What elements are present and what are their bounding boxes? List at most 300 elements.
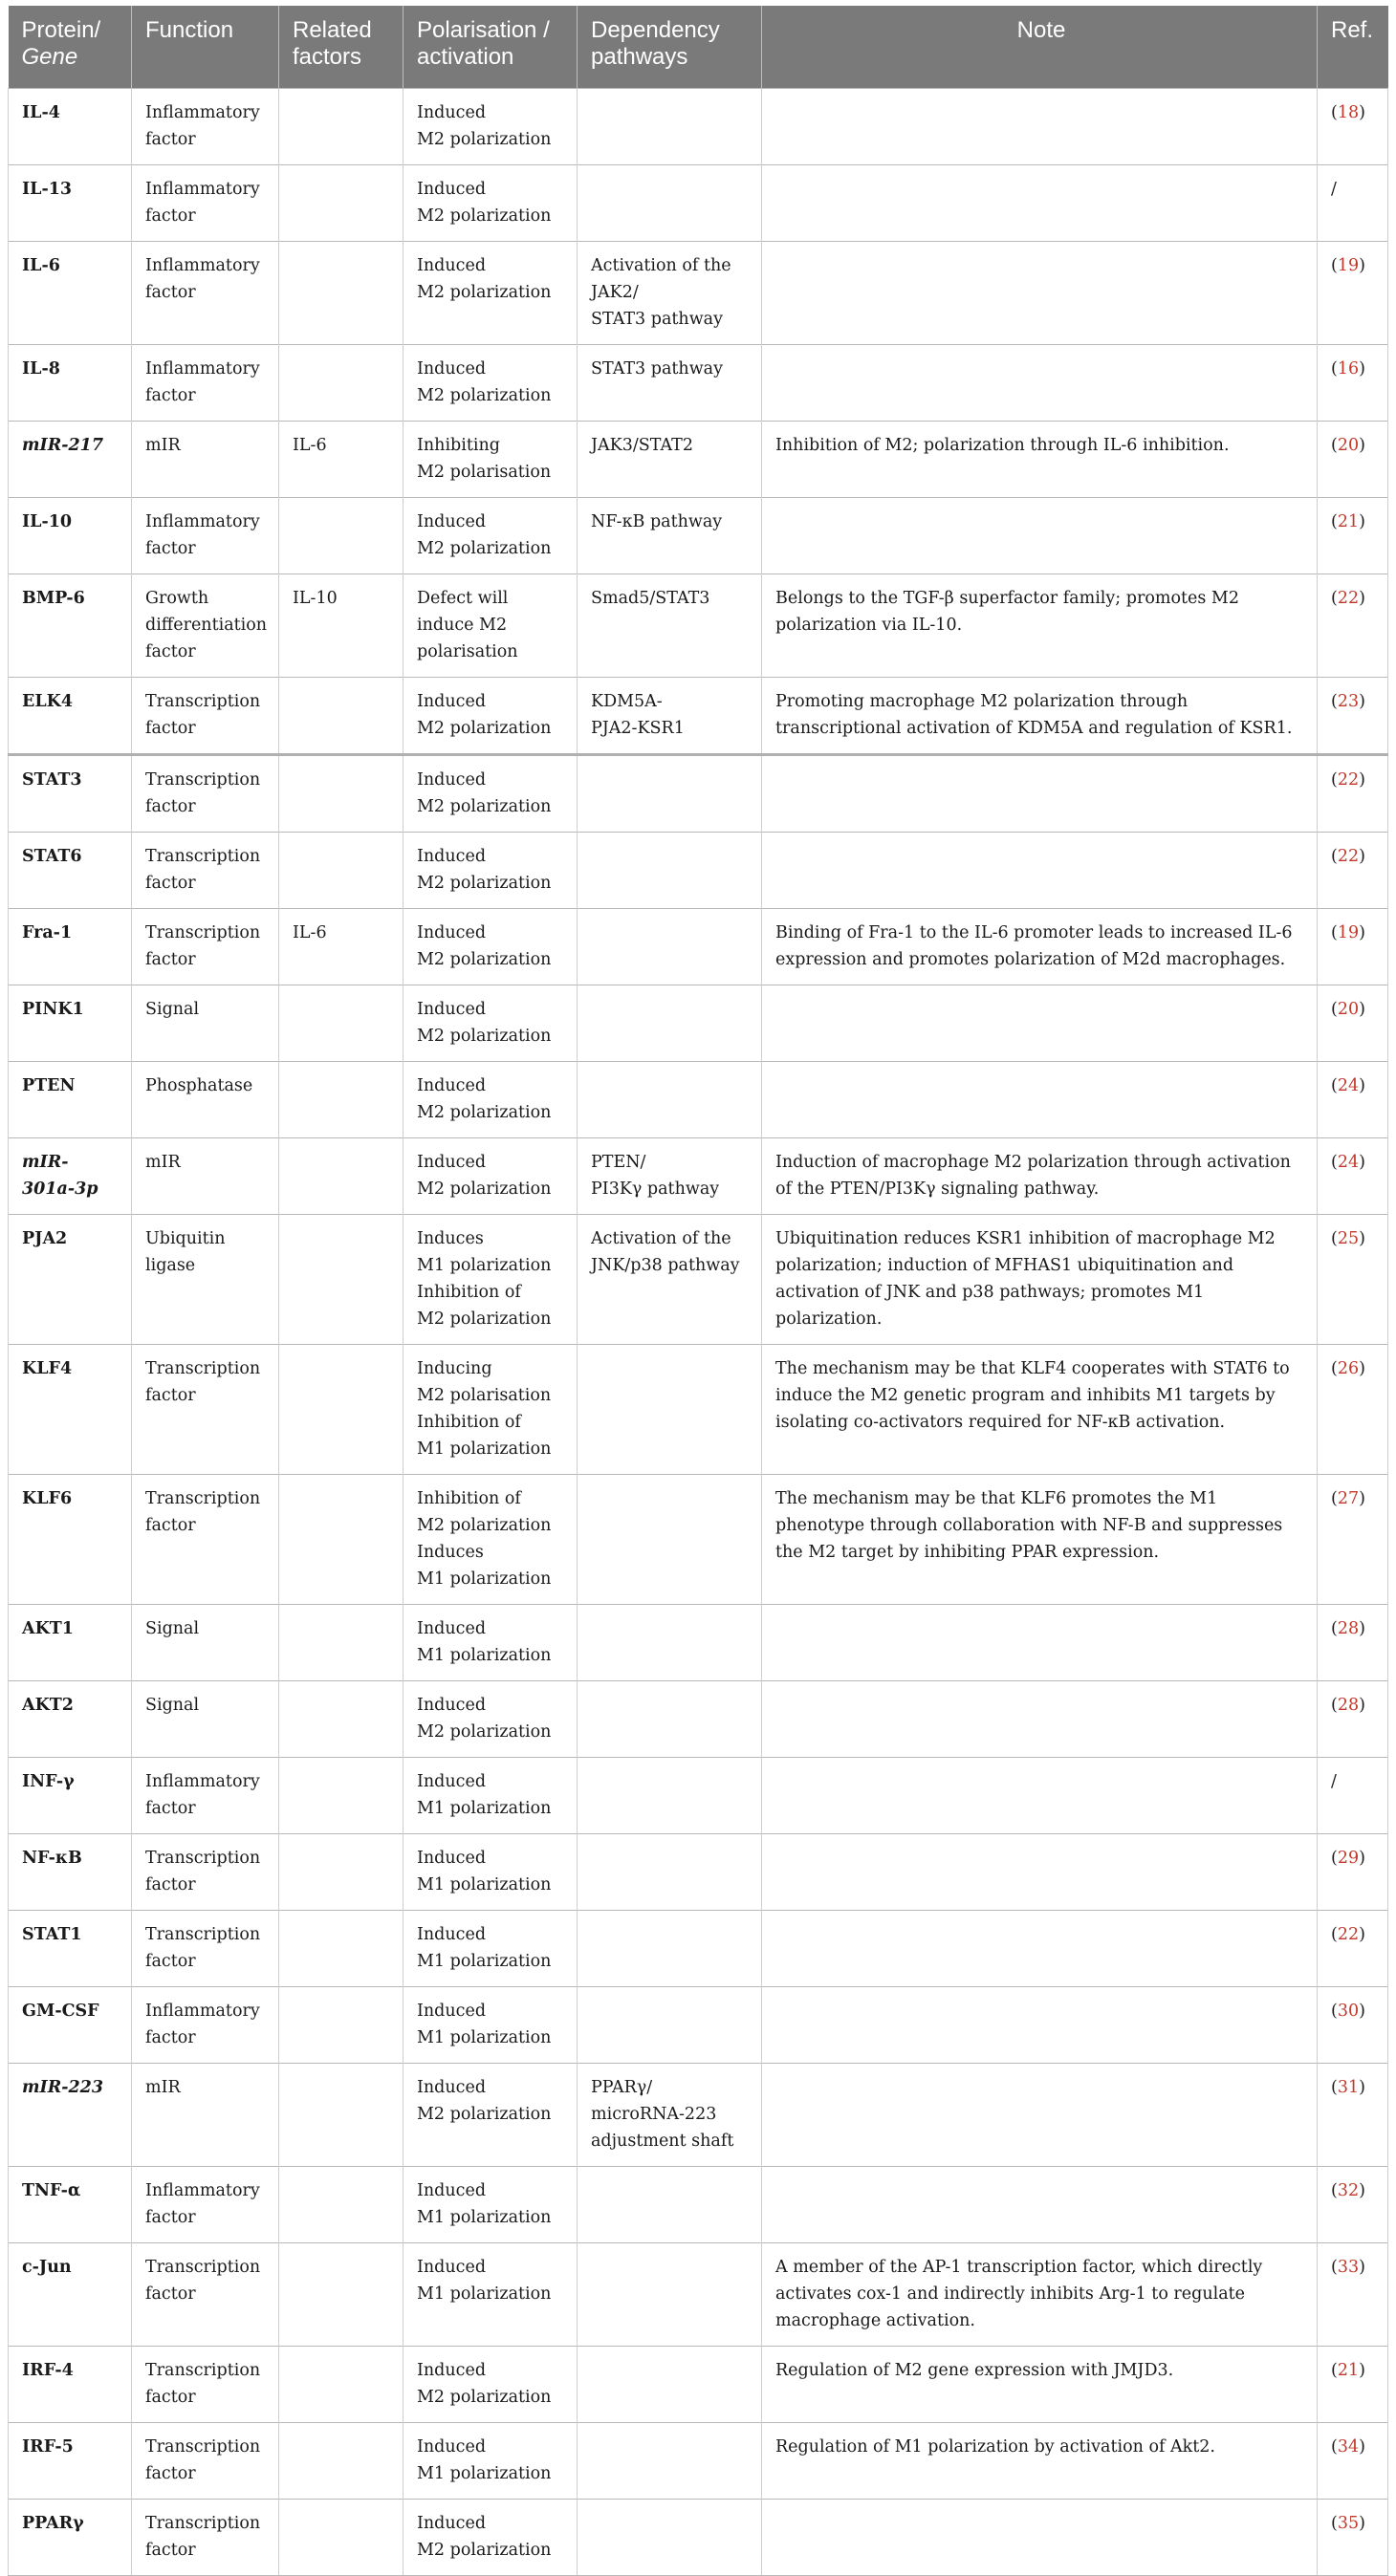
cell-note: Regulation of M1 polarization by activation of Akt2. — [762, 2423, 1318, 2500]
ref-link[interactable]: 22 — [1337, 1925, 1360, 1944]
ref-link[interactable]: 33 — [1337, 2258, 1360, 2277]
cell-protein: KLF4 — [9, 1345, 132, 1475]
cell-dependency — [578, 2423, 762, 2500]
cell-dependency — [578, 165, 762, 242]
table-header — [9, 6, 1388, 89]
cell-note — [762, 89, 1318, 165]
ref-link[interactable]: 26 — [1337, 1359, 1360, 1378]
cell-polarisation: Induced M2 polarization — [404, 678, 578, 755]
cell-dependency: KDM5A- PJA2-KSR1 — [578, 678, 762, 755]
ref-close-paren: ) — [1359, 1925, 1365, 1944]
cell-note — [762, 833, 1318, 909]
cell-ref — [1318, 1215, 1388, 1345]
cell-ref — [1318, 2243, 1388, 2347]
cell-polarisation: Induced M2 polarization — [404, 242, 578, 345]
table-row — [9, 755, 1388, 833]
cell-ref — [1318, 89, 1388, 165]
cell-polarisation: Induced M2 polarization — [404, 165, 578, 242]
cell-note: Ubiquitination reduces KSR1 inhibition of macrophage M2 polarization; induction of MFHAS1 ubiquitination and activation of JNK and p38 pathways; promotes M1 polarization. — [762, 1215, 1318, 1345]
cell-ref — [1318, 755, 1388, 833]
ref-link[interactable]: 21 — [1337, 2361, 1360, 2380]
cell-polarisation: Induced M1 polarization — [404, 2423, 578, 2500]
cell-protein: STAT3 — [9, 755, 132, 833]
ref-close-paren: ) — [1359, 1619, 1365, 1638]
cell-function: Transcription factor — [132, 1345, 279, 1475]
ref-open-paren: ( — [1331, 1229, 1338, 1248]
ref-open-paren: ( — [1331, 359, 1338, 379]
ref-close-paren: ) — [1359, 589, 1365, 608]
cell-polarisation: Induced M2 polarization — [404, 833, 578, 909]
table-row — [9, 574, 1388, 678]
cell-function: Inflammatory factor — [132, 165, 279, 242]
cell-protein: Fra-1 — [9, 909, 132, 985]
cell-note: Induction of macrophage M2 polarization through activation of the PTEN/PI3Kγ signaling pathway. — [762, 1138, 1318, 1215]
cell-note — [762, 165, 1318, 242]
cell-protein: NF-κB — [9, 1834, 132, 1911]
ref-link[interactable]: 35 — [1337, 2514, 1360, 2533]
ref-link[interactable]: 18 — [1337, 103, 1360, 122]
cell-ref — [1318, 1345, 1388, 1475]
cell-note — [762, 2167, 1318, 2243]
ref-open-paren: ( — [1331, 589, 1338, 608]
cell-protein: mIR-223 — [9, 2064, 132, 2167]
cell-polarisation: Inducing M2 polarisation Inhibition of M1 polarization — [404, 1345, 578, 1475]
cell-note — [762, 755, 1318, 833]
cell-dependency: NF-κB pathway — [578, 498, 762, 574]
table-row — [9, 2167, 1388, 2243]
cell-protein: IRF-4 — [9, 2347, 132, 2423]
cell-protein: c-Jun — [9, 2243, 132, 2347]
cell-function: Growth differentiation factor — [132, 574, 279, 678]
ref-link[interactable]: 27 — [1337, 1489, 1360, 1508]
cell-dependency — [578, 909, 762, 985]
cell-protein: ELK4 — [9, 678, 132, 755]
ref-close-paren: ) — [1359, 359, 1365, 379]
cell-note: Promoting macrophage M2 polarization through transcriptional activation of KDM5A and regulation of KSR1. — [762, 678, 1318, 755]
cell-related-factors — [279, 1681, 404, 1758]
cell-protein: mIR-217 — [9, 422, 132, 498]
cell-related-factors — [279, 1475, 404, 1605]
table-row — [9, 1605, 1388, 1681]
cell-polarisation: Induces M1 polarization Inhibition of M2 polarization — [404, 1215, 578, 1345]
cell-related-factors — [279, 89, 404, 165]
cell-related-factors — [279, 2167, 404, 2243]
cell-function: Inflammatory factor — [132, 1758, 279, 1834]
ref-open-paren: ( — [1331, 436, 1338, 455]
cell-ref — [1318, 1062, 1388, 1138]
ref-open-paren: ( — [1331, 2002, 1338, 2021]
cell-protein: PPARγ — [9, 2500, 132, 2576]
ref-open-paren: ( — [1331, 2514, 1338, 2533]
cell-related-factors — [279, 1345, 404, 1475]
table-row — [9, 1758, 1388, 1834]
cell-ref — [1318, 833, 1388, 909]
table-row — [9, 985, 1388, 1062]
ref-link[interactable]: 21 — [1337, 512, 1360, 531]
cell-related-factors — [279, 833, 404, 909]
ref-close-paren: ) — [1359, 1359, 1365, 1378]
cell-protein: STAT1 — [9, 1911, 132, 1987]
header-protein — [9, 6, 132, 89]
cell-dependency — [578, 833, 762, 909]
header-row — [9, 6, 1388, 89]
ref-open-paren: ( — [1331, 847, 1338, 866]
cell-protein: AKT1 — [9, 1605, 132, 1681]
cell-polarisation: Induced M2 polarization — [404, 2064, 578, 2167]
table-row — [9, 2423, 1388, 2500]
cell-note — [762, 1605, 1318, 1681]
cell-polarisation: Induced M1 polarization — [404, 1605, 578, 1681]
cell-polarisation: Induced M2 polarization — [404, 1138, 578, 1215]
ref-close-paren: ) — [1359, 103, 1365, 122]
table-row — [9, 678, 1388, 755]
cell-ref — [1318, 909, 1388, 985]
cell-polarisation: Inhibition of M2 polarization Induces M1 polarization — [404, 1475, 578, 1605]
cell-function: Inflammatory factor — [132, 2167, 279, 2243]
table-row — [9, 833, 1388, 909]
cell-function: Inflammatory factor — [132, 498, 279, 574]
cell-note — [762, 2500, 1318, 2576]
ref-open-paren: ( — [1331, 2258, 1338, 2277]
ref-close-paren: ) — [1359, 436, 1365, 455]
cell-note — [762, 1911, 1318, 1987]
ref-open-paren: ( — [1331, 1849, 1338, 1868]
ref-close-paren: ) — [1359, 770, 1365, 790]
cell-polarisation: Induced M2 polarization — [404, 1062, 578, 1138]
cell-note — [762, 1062, 1318, 1138]
cell-related-factors — [279, 678, 404, 755]
cell-polarisation: Induced M2 polarization — [404, 2500, 578, 2576]
cell-related-factors — [279, 345, 404, 422]
cell-note — [762, 242, 1318, 345]
cell-function: Transcription factor — [132, 909, 279, 985]
ref-open-paren: ( — [1331, 2078, 1338, 2097]
cell-dependency: Smad5/STAT3 — [578, 574, 762, 678]
cell-related-factors — [279, 498, 404, 574]
cell-dependency — [578, 1987, 762, 2064]
cell-ref — [1318, 345, 1388, 422]
ref-link[interactable]: 32 — [1337, 2181, 1360, 2200]
ref-close-paren: ) — [1359, 2361, 1365, 2380]
table-row — [9, 2243, 1388, 2347]
cell-dependency — [578, 2500, 762, 2576]
cell-ref — [1318, 985, 1388, 1062]
table-row — [9, 2347, 1388, 2423]
header-protein-line1: Protein/ — [21, 17, 101, 43]
ref-link[interactable]: 25 — [1337, 1229, 1360, 1248]
cell-dependency — [578, 2347, 762, 2423]
cell-dependency: STAT3 pathway — [578, 345, 762, 422]
ref-open-paren: ( — [1331, 1153, 1338, 1172]
table-row — [9, 498, 1388, 574]
ref-link[interactable]: 22 — [1337, 589, 1360, 608]
cell-dependency: Activation of the JNK/p38 pathway — [578, 1215, 762, 1345]
cell-protein: IL-13 — [9, 165, 132, 242]
cell-dependency — [578, 1911, 762, 1987]
cell-function: Signal — [132, 1605, 279, 1681]
cell-dependency — [578, 1834, 762, 1911]
cell-protein: PJA2 — [9, 1215, 132, 1345]
cell-polarisation: Induced M1 polarization — [404, 1758, 578, 1834]
ref-open-paren: ( — [1331, 1489, 1338, 1508]
cell-related-factors — [279, 1062, 404, 1138]
cell-dependency — [578, 1681, 762, 1758]
header-related-factors: Related factors — [279, 6, 404, 89]
ref-close-paren: ) — [1359, 2078, 1365, 2097]
cell-protein: IL-4 — [9, 89, 132, 165]
table-row — [9, 1138, 1388, 1215]
cell-ref — [1318, 678, 1388, 755]
cell-protein: IL-6 — [9, 242, 132, 345]
ref-link[interactable]: 19 — [1337, 256, 1360, 275]
cell-dependency — [578, 1062, 762, 1138]
cell-related-factors — [279, 755, 404, 833]
ref-close-paren: ) — [1359, 1849, 1365, 1868]
ref-open-paren: ( — [1331, 512, 1338, 531]
ref-link[interactable]: 19 — [1337, 923, 1360, 942]
table-body — [9, 89, 1388, 2576]
cell-protein: IL-8 — [9, 345, 132, 422]
cell-function: Transcription factor — [132, 2500, 279, 2576]
table-row — [9, 909, 1388, 985]
ref-link[interactable]: 22 — [1337, 847, 1360, 866]
ref-value: / — [1331, 1772, 1337, 1791]
cell-ref — [1318, 2500, 1388, 2576]
cell-note: The mechanism may be that KLF6 promotes the M1 phenotype through collaboration with NF-B and suppresses the M2 target by inhibiting PPAR expression. — [762, 1475, 1318, 1605]
cell-ref — [1318, 2064, 1388, 2167]
ref-link[interactable]: 31 — [1337, 2078, 1360, 2097]
cell-function: Transcription factor — [132, 1475, 279, 1605]
cell-function: Transcription factor — [132, 2423, 279, 2500]
table-row — [9, 165, 1388, 242]
cell-ref — [1318, 422, 1388, 498]
ref-link[interactable]: 28 — [1337, 1619, 1360, 1638]
cell-related-factors: IL-6 — [279, 422, 404, 498]
ref-close-paren: ) — [1359, 256, 1365, 275]
cell-polarisation: Induced M2 polarization — [404, 498, 578, 574]
cell-note — [762, 2064, 1318, 2167]
cell-related-factors — [279, 985, 404, 1062]
table-row — [9, 1987, 1388, 2064]
cell-related-factors: IL-6 — [279, 909, 404, 985]
macrophage-polarization-table — [8, 6, 1388, 2576]
cell-ref — [1318, 242, 1388, 345]
table-row — [9, 1475, 1388, 1605]
cell-note: Inhibition of M2; polarization through IL-6 inhibition. — [762, 422, 1318, 498]
header-protein-line2: Gene — [21, 44, 78, 70]
cell-related-factors — [279, 1215, 404, 1345]
table-row — [9, 89, 1388, 165]
ref-open-paren: ( — [1331, 103, 1338, 122]
ref-open-paren: ( — [1331, 1076, 1338, 1095]
cell-polarisation: Induced M1 polarization — [404, 2167, 578, 2243]
cell-note — [762, 1681, 1318, 1758]
cell-related-factors — [279, 242, 404, 345]
cell-protein: INF-γ — [9, 1758, 132, 1834]
cell-dependency — [578, 985, 762, 1062]
cell-note: Binding of Fra-1 to the IL-6 promoter leads to increased IL-6 expression and promotes polarization of M2d macrophages. — [762, 909, 1318, 985]
ref-close-paren: ) — [1359, 2002, 1365, 2021]
cell-polarisation: Induced M2 polarization — [404, 89, 578, 165]
cell-related-factors — [279, 1834, 404, 1911]
cell-function: Transcription factor — [132, 833, 279, 909]
cell-ref — [1318, 1911, 1388, 1987]
cell-related-factors — [279, 2500, 404, 2576]
cell-ref — [1318, 574, 1388, 678]
cell-ref — [1318, 1605, 1388, 1681]
cell-function: Ubiquitin ligase — [132, 1215, 279, 1345]
cell-note — [762, 1987, 1318, 2064]
header-dependency: Dependency pathways — [578, 6, 762, 89]
cell-note: Regulation of M2 gene expression with JMJD3. — [762, 2347, 1318, 2423]
ref-open-paren: ( — [1331, 1000, 1338, 1019]
cell-polarisation: Induced M2 polarization — [404, 1681, 578, 1758]
cell-note — [762, 1834, 1318, 1911]
ref-close-paren: ) — [1359, 923, 1365, 942]
cell-protein: TNF-α — [9, 2167, 132, 2243]
cell-function: mIR — [132, 2064, 279, 2167]
cell-function: mIR — [132, 1138, 279, 1215]
ref-open-paren: ( — [1331, 1359, 1338, 1378]
cell-polarisation: Induced M1 polarization — [404, 2243, 578, 2347]
ref-close-paren: ) — [1359, 2514, 1365, 2533]
cell-polarisation: Induced M2 polarization — [404, 755, 578, 833]
cell-dependency — [578, 755, 762, 833]
ref-close-paren: ) — [1359, 1696, 1365, 1715]
ref-link[interactable]: 22 — [1337, 770, 1360, 790]
ref-link[interactable]: 24 — [1337, 1153, 1360, 1172]
ref-close-paren: ) — [1359, 847, 1365, 866]
ref-close-paren: ) — [1359, 2437, 1365, 2457]
ref-link[interactable]: 20 — [1337, 1000, 1360, 1019]
cell-ref — [1318, 1475, 1388, 1605]
ref-open-paren: ( — [1331, 1925, 1338, 1944]
cell-function: Phosphatase — [132, 1062, 279, 1138]
cell-dependency: Activation of the JAK2/ STAT3 pathway — [578, 242, 762, 345]
ref-close-paren: ) — [1359, 2258, 1365, 2277]
ref-link[interactable]: 23 — [1337, 692, 1360, 711]
cell-protein: PTEN — [9, 1062, 132, 1138]
cell-related-factors — [279, 1911, 404, 1987]
ref-link[interactable]: 30 — [1337, 2002, 1360, 2021]
cell-dependency — [578, 1475, 762, 1605]
cell-ref — [1318, 2347, 1388, 2423]
table-row — [9, 422, 1388, 498]
cell-dependency: JAK3/STAT2 — [578, 422, 762, 498]
cell-protein: BMP-6 — [9, 574, 132, 678]
cell-dependency — [578, 2167, 762, 2243]
cell-protein: IRF-5 — [9, 2423, 132, 2500]
cell-related-factors — [279, 1605, 404, 1681]
header-function: Function — [132, 6, 279, 89]
cell-ref — [1318, 1834, 1388, 1911]
ref-link[interactable]: 24 — [1337, 1076, 1360, 1095]
cell-related-factors — [279, 2347, 404, 2423]
ref-link[interactable]: 16 — [1337, 359, 1360, 379]
cell-polarisation: Induced M2 polarization — [404, 345, 578, 422]
ref-close-paren: ) — [1359, 512, 1365, 531]
cell-function: mIR — [132, 422, 279, 498]
header-polarisation: Polarisation / activation — [404, 6, 578, 89]
cell-protein: IL-10 — [9, 498, 132, 574]
table-row — [9, 1834, 1388, 1911]
table-row — [9, 1345, 1388, 1475]
cell-function: Inflammatory factor — [132, 345, 279, 422]
cell-function: Signal — [132, 1681, 279, 1758]
cell-related-factors: IL-10 — [279, 574, 404, 678]
cell-ref — [1318, 1138, 1388, 1215]
cell-note — [762, 345, 1318, 422]
cell-polarisation: Induced M1 polarization — [404, 1911, 578, 1987]
cell-note — [762, 985, 1318, 1062]
cell-polarisation: Defect will induce M2 polarisation — [404, 574, 578, 678]
cell-dependency: PPARγ/ microRNA-223 adjustment shaft — [578, 2064, 762, 2167]
table-row — [9, 1911, 1388, 1987]
ref-link[interactable]: 29 — [1337, 1849, 1360, 1868]
ref-link[interactable]: 34 — [1337, 2437, 1360, 2457]
cell-dependency — [578, 2243, 762, 2347]
ref-value: / — [1331, 180, 1337, 199]
cell-related-factors — [279, 165, 404, 242]
ref-close-paren: ) — [1359, 692, 1365, 711]
cell-function: Transcription factor — [132, 1911, 279, 1987]
cell-dependency — [578, 89, 762, 165]
cell-function: Transcription factor — [132, 2243, 279, 2347]
cell-ref — [1318, 2167, 1388, 2243]
cell-ref — [1318, 165, 1388, 242]
table-row — [9, 345, 1388, 422]
cell-note: Belongs to the TGF-β superfactor family; promotes M2 polarization via IL-10. — [762, 574, 1318, 678]
cell-ref — [1318, 1987, 1388, 2064]
cell-ref — [1318, 1758, 1388, 1834]
table-row — [9, 1215, 1388, 1345]
ref-open-paren: ( — [1331, 1619, 1338, 1638]
cell-dependency — [578, 1758, 762, 1834]
cell-polarisation: Induced M1 polarization — [404, 1987, 578, 2064]
cell-protein: AKT2 — [9, 1681, 132, 1758]
ref-open-paren: ( — [1331, 2361, 1338, 2380]
ref-link[interactable]: 20 — [1337, 436, 1360, 455]
ref-close-paren: ) — [1359, 1489, 1365, 1508]
ref-open-paren: ( — [1331, 1696, 1338, 1715]
cell-note: The mechanism may be that KLF4 cooperates with STAT6 to induce the M2 genetic program and inhibits M1 targets by isolating co-activators required for NF-κB activation. — [762, 1345, 1318, 1475]
cell-dependency — [578, 1605, 762, 1681]
cell-ref — [1318, 1681, 1388, 1758]
ref-open-paren: ( — [1331, 923, 1338, 942]
cell-polarisation: Induced M2 polarization — [404, 2347, 578, 2423]
cell-function: Transcription factor — [132, 2347, 279, 2423]
cell-polarisation: Inhibiting M2 polarisation — [404, 422, 578, 498]
cell-related-factors — [279, 2243, 404, 2347]
cell-function: Transcription factor — [132, 755, 279, 833]
cell-note — [762, 1758, 1318, 1834]
cell-ref — [1318, 498, 1388, 574]
ref-close-paren: ) — [1359, 1076, 1365, 1095]
cell-ref — [1318, 2423, 1388, 2500]
header-ref: Ref. — [1318, 6, 1388, 89]
cell-function: Inflammatory factor — [132, 242, 279, 345]
cell-protein: PINK1 — [9, 985, 132, 1062]
cell-dependency: PTEN/ PI3Kγ pathway — [578, 1138, 762, 1215]
cell-note: A member of the AP-1 transcription factor, which directly activates cox-1 and indirectly inhibits Arg-1 to regulate macrophage activation. — [762, 2243, 1318, 2347]
cell-dependency — [578, 1345, 762, 1475]
ref-close-paren: ) — [1359, 1229, 1365, 1248]
cell-function: Transcription factor — [132, 678, 279, 755]
cell-polarisation: Induced M2 polarization — [404, 985, 578, 1062]
table-row — [9, 2500, 1388, 2576]
ref-link[interactable]: 28 — [1337, 1696, 1360, 1715]
table-row — [9, 1681, 1388, 1758]
